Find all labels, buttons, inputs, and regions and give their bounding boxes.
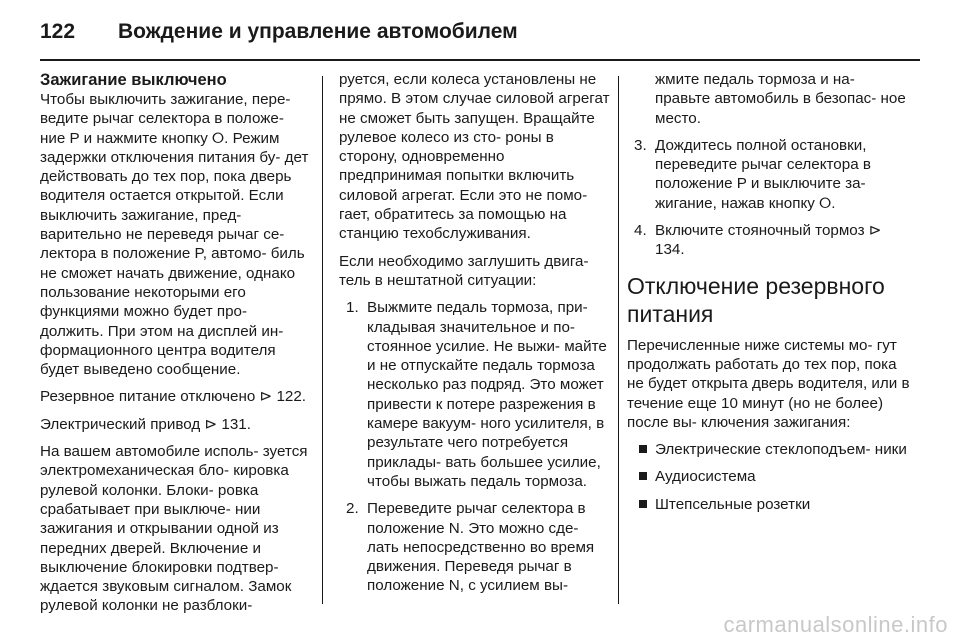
square-bullet-icon [639,472,647,480]
list-item [627,467,911,486]
paragraph: Электрический привод ⊳ 131. [40,415,251,433]
column-1 [40,70,312,624]
bullet-text: Аудиосистема [655,468,756,486]
watermark: carmanualsonline.info [723,612,948,637]
paragraph: Если необходимо заглушить двига- тель в нештатной ситуации: [339,252,589,289]
column-2 [339,70,611,604]
paragraph: На вашем автомобиле исполь- зуется электромеханическая бло- кировка рулевой колонки. Блоки- ровка срабатывает при выключе- нии зажигания и открывании одной из передних дверей. Включение и выключение блокировки подтвер- ждается звуковым сигналом. Замок рулевой колонки не разблоки- [40,443,308,615]
step-text: Дождитесь полной остановки, переведите рычаг селектора в положение P и выключите за- жигание, нажав кнопку ⭘. [655,136,871,212]
step-text: Включите стояночный тормоз ⊳ 134. [655,222,882,259]
section-heading-backup-power: Отключение резервного питания [627,272,885,327]
square-bullet-icon [639,500,647,508]
square-bullet-icon [639,445,647,453]
section-heading-ignition-off: Зажигание выключено [40,71,227,89]
step-number: 1. [346,299,359,317]
steps-list [339,298,611,595]
steps-list [627,136,911,260]
column-divider-2 [618,76,619,604]
step-number: 4. [634,222,647,240]
paragraph: руется, если колеса установлены не прямо. В этом случае силовой агрегат не сможет быть запущен. Вращайте рулевое колесо из сто- роны в сторону, одновременно предпринимая попытки включить силовой агрегат. Если это не помо- гает, обратитесь за помощью на станцию техобслуживания. [339,71,610,243]
step-continuation: жмите педаль тормоза и на- правьте автомобиль в безопас- ное место. [655,71,906,127]
list-item [339,499,611,595]
paragraph: Перечисленные ниже системы мо- гут продолжать работать до тех пор, пока не будет открыта дверь водителя, или в течение еще 10 минут (но не более) после вы- ключения зажигания: [627,336,910,431]
step-number: 3. [634,136,647,154]
paragraph: Резервное питание отключено ⊳ 122. [40,388,307,406]
list-item [627,221,911,260]
list-item [627,136,911,213]
bullet-text: Электрические стеклоподъем- ники [655,441,907,459]
page-number: 122 [40,20,76,43]
step-number: 2. [346,500,359,518]
list-item [339,298,611,491]
bullet-text: Штепсельные розетки [655,495,811,513]
page-title: Вождение и управление автомобилем [118,20,518,43]
paragraph: Чтобы выключить зажигание, пере- ведите рычаг селектора в положе- ние P и нажмите кнопку ⭘. Режим задержки отключения питания бу- дет действовать до тех пор, пока дверь водителя остается открытой. Если выключить зажигание, пред- варительно не переведя рычаг се- лектора в положение P, автомо- биль не сможет начать движение, однако пользование некоторыми его функциями можно будет про- должить. При этом на дисплей ин- формационного центра водителя будет выведено сообщение. [40,91,309,379]
bullet-list [627,440,911,514]
list-item [627,495,911,514]
page-header [40,14,518,50]
column-divider-1 [322,76,323,604]
step-text: Переведите рычаг селектора в положение N. Это можно сде- лать непосредственно во время движения. Переведя рычаг в положение N, с усилием вы- [367,500,595,595]
step-text: Выжмите педаль тормоза, при- кладывая значительное и по- стоянное усилие. Не выжи- майте и не отпускайте педаль тормоза несколько раз подряд. Это может привести к потере разрежения в камере вакуум- ного усилителя, в результате чего потребуется приклады- вать большее усилие, чтобы выжать педаль тормоза. [367,299,607,490]
header-rule [40,59,920,61]
list-item [627,440,911,459]
column-3 [627,70,911,522]
